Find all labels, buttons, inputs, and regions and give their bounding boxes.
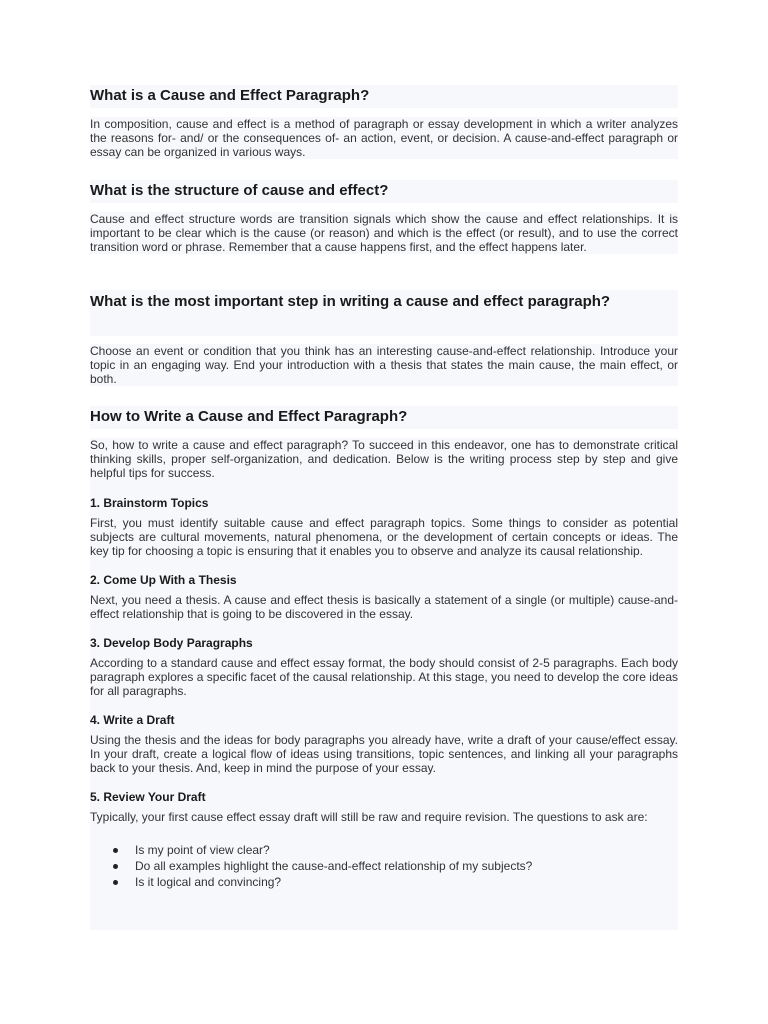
list-item xyxy=(90,842,678,858)
bullet-icon xyxy=(113,880,118,885)
step-title: 1. Brainstorm Topics xyxy=(90,496,209,510)
section-body-block xyxy=(90,344,678,386)
section-heading: What is the structure of cause and effect? xyxy=(90,182,389,199)
step-body: Using the thesis and the ideas for body paragraphs you already have, write a draft of your cause/effect essay. In your draft, create a logical flow of ideas using transitions, topic sentences, and linking all your paragraphs back to your thesis. And, keep in mind the purpose of your essay. xyxy=(90,733,678,775)
step-body: Typically, your first cause effect essay draft will still be raw and require revision. The questions to ask are: xyxy=(90,810,648,824)
step-body: Next, you need a thesis. A cause and effect thesis is basically a statement of a single (or multiple) cause-and-effect relationship that is going to be discovered in the essay. xyxy=(90,593,678,621)
list-item xyxy=(90,858,678,874)
list-item xyxy=(90,874,678,890)
section-heading: What is a Cause and Effect Paragraph? xyxy=(90,87,370,104)
section-body: In composition, cause and effect is a method of paragraph or essay development in which a writer analyzes the reasons for- and/ or the consequences of- an action, event, or decision. A cause-and-effect paragraph or essay can be organized in various ways. xyxy=(90,117,678,159)
step-title: 2. Come Up With a Thesis xyxy=(90,573,237,587)
section-heading-block xyxy=(90,406,678,429)
question-list xyxy=(90,842,678,890)
section-heading-block xyxy=(90,180,678,203)
bullet-icon xyxy=(113,848,118,853)
section-heading-block xyxy=(90,85,678,108)
section-body: Cause and effect structure words are transition signals which show the cause and effect relationships. It is important to be clear which is the cause (or reason) and which is the effect (or result), and to use the correct transition word or phrase. Remember that a cause happens first, and the effect happens later. xyxy=(90,212,678,254)
section-body: Choose an event or condition that you think has an interesting cause-and-effect relationship. Introduce your topic in an engaging way. End your introduction with a thesis that states the main cause, the main effect, or both. xyxy=(90,344,678,386)
section-body-block xyxy=(90,117,678,159)
section-heading: What is the most important step in writing a cause and effect paragraph? xyxy=(90,293,611,310)
step-body: According to a standard cause and effect essay format, the body should consist of 2-5 paragraphs. Each body paragraph explores a specific facet of the causal relationship. At this stage, you need to develop the core ideas for all paragraphs. xyxy=(90,656,678,698)
question-text: Do all examples highlight the cause-and-effect relationship of my subjects? xyxy=(135,859,533,873)
step-body: First, you must identify suitable cause and effect paragraph topics. Some things to consider as potential subjects are cultural movements, natural phenomena, or the development of certain concepts or ideas. The key tip for choosing a topic is ensuring that it enables you to observe and analyze its causal relationship. xyxy=(90,516,678,558)
bullet-icon xyxy=(113,864,118,869)
step-title: 3. Develop Body Paragraphs xyxy=(90,636,253,650)
section-heading: How to Write a Cause and Effect Paragraph? xyxy=(90,408,408,425)
step-title: 4. Write a Draft xyxy=(90,713,175,727)
step-title: 5. Review Your Draft xyxy=(90,790,206,804)
question-text: Is it logical and convincing? xyxy=(135,875,282,889)
section-body: So, how to write a cause and effect paragraph? To succeed in this endeavor, one has to demonstrate critical thinking skills, proper self-organization, and dedication. Below is the writing process step by step and give helpful tips for success. xyxy=(90,438,678,480)
section-body-block xyxy=(90,212,678,254)
steps-block xyxy=(90,438,678,930)
question-text: Is my point of view clear? xyxy=(135,843,270,857)
section-heading-block xyxy=(90,290,678,336)
